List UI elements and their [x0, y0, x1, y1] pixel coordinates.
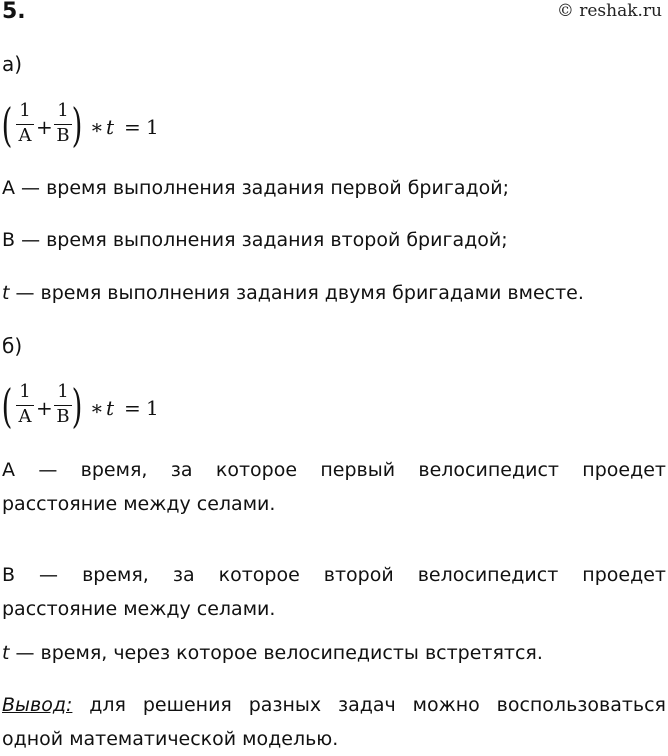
- variable-t: t: [106, 115, 115, 139]
- part-a-label: а): [2, 52, 23, 76]
- definition-b-line2: расстояние между селами.: [2, 598, 276, 620]
- formula-b: [2, 381, 202, 439]
- definition-a-line2: расстояние между селами.: [2, 493, 276, 515]
- definition-t-b: [2, 641, 543, 665]
- definition-a-paragraph: [2, 453, 666, 521]
- t-variable: t: [2, 282, 10, 304]
- denominator: A: [18, 406, 32, 427]
- fraction-1-over-b: [54, 100, 72, 149]
- formula-rhs: 1: [146, 396, 159, 420]
- t-definition-text: — время выполнения задания двумя бригадами вместе.: [9, 282, 584, 304]
- definition-b-paragraph: [2, 558, 666, 626]
- right-paren: ): [71, 379, 83, 433]
- plus-sign: +: [36, 396, 53, 420]
- fraction-1-over-a: [16, 381, 34, 430]
- definition-b-line1: B — время, за которое второй велосипедист проедет: [2, 564, 666, 586]
- conclusion-label: Вывод:: [2, 694, 73, 716]
- equals-sign: =: [124, 115, 141, 139]
- equals-sign: =: [124, 396, 141, 420]
- plus-sign: +: [36, 115, 53, 139]
- conclusion-line1: [2, 688, 666, 722]
- formula-a: [2, 100, 202, 158]
- definition-a-line1: A — время, за которое первый велосипедист проедет: [2, 459, 666, 481]
- denominator: B: [56, 406, 70, 427]
- t-definition-text: — время, через которое велосипедисты встретятся.: [9, 642, 543, 664]
- conclusion-text-1: для решения разных задач можно воспользоваться: [72, 694, 666, 716]
- definition-b: B — время выполнения задания второй бригадой;: [2, 229, 508, 251]
- fraction-1-over-b: [54, 381, 72, 430]
- part-b-label: б): [2, 334, 23, 358]
- right-paren: ): [71, 98, 83, 152]
- denominator: B: [56, 125, 70, 146]
- left-paren: (: [1, 379, 13, 433]
- definition-a: A — время выполнения задания первой бригадой;: [2, 177, 509, 199]
- numerator: 1: [57, 100, 69, 121]
- numerator: 1: [19, 381, 31, 402]
- denominator: A: [18, 125, 32, 146]
- left-paren: (: [1, 98, 13, 152]
- numerator: 1: [57, 381, 69, 402]
- definition-t: [2, 281, 584, 305]
- fraction-1-over-a: [16, 100, 34, 149]
- task-number: 5.: [2, 0, 26, 24]
- t-variable: t: [2, 642, 10, 664]
- conclusion-paragraph: [2, 688, 666, 756]
- multiply-sign: ∗: [90, 396, 104, 420]
- conclusion-line2: одной математической моделью.: [2, 728, 339, 750]
- multiply-sign: ∗: [90, 115, 104, 139]
- variable-t: t: [106, 396, 115, 420]
- formula-rhs: 1: [146, 115, 159, 139]
- watermark: © reshak.ru: [556, 1, 662, 21]
- numerator: 1: [19, 100, 31, 121]
